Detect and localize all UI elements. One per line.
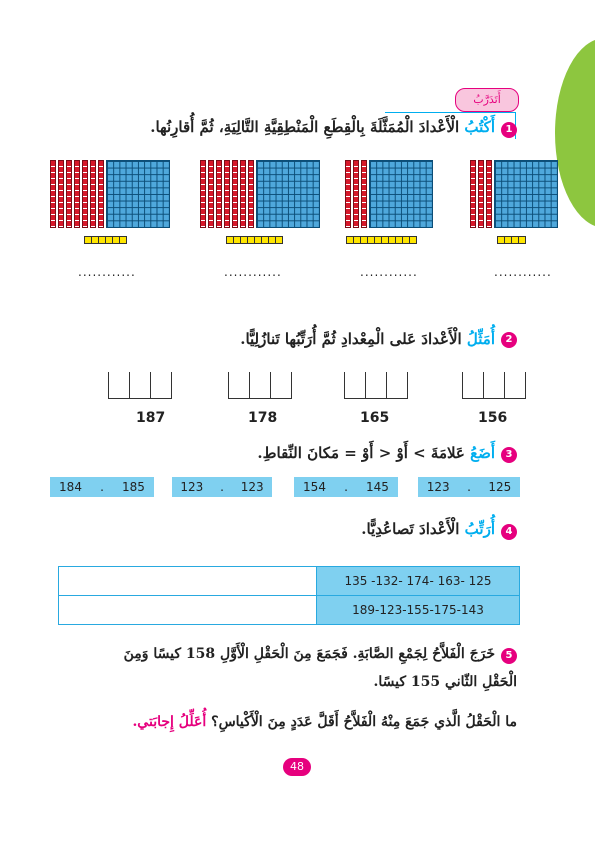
exercise-3-prompt (257, 444, 495, 462)
abacus-number-4: 156 (478, 410, 508, 426)
compare-slot[interactable]: . (220, 480, 224, 494)
compare-pair-4[interactable] (418, 477, 520, 497)
exercise-1-prompt (150, 118, 495, 136)
abacus-2[interactable] (228, 372, 292, 399)
exercise-3-verb: أَضَعُ (470, 444, 495, 462)
exercise-4-badge: 4 (501, 524, 517, 540)
exercise-2-badge: 2 (501, 332, 517, 348)
hundred-flat (369, 160, 433, 228)
compare-a: 154 (303, 480, 326, 494)
compare-pair-3[interactable] (294, 477, 398, 497)
ten-rod (240, 160, 246, 228)
unit-cube (409, 236, 417, 244)
exercise-4-prompt (361, 520, 495, 538)
table-row (59, 567, 520, 596)
exercise-4-text: الْأَعْدادَ تَصاعُدِيًّا. (361, 520, 465, 538)
compare-b: 145 (366, 480, 389, 494)
section-tag: أَتَدَرَّبُ (455, 88, 519, 112)
units-group-2 (226, 236, 282, 244)
unit-cube (518, 236, 526, 244)
ten-rod (200, 160, 206, 228)
answer-blank-4[interactable]: ............ (494, 265, 552, 279)
exercise-2-verb: أُمَثِّلُ (466, 330, 495, 348)
compare-b: 185 (122, 480, 145, 494)
blocks-group-2 (200, 160, 320, 228)
ten-rod (353, 160, 359, 228)
blocks-group-1 (50, 160, 170, 228)
exercise-4-verb: أُرَتِّبُ (464, 520, 495, 538)
abacus-number-1: 187 (136, 410, 166, 426)
hundred-flat (106, 160, 170, 228)
unit-cube (275, 236, 283, 244)
compare-pair-2[interactable] (172, 477, 272, 497)
exercise-5-badge: 5 (501, 648, 517, 664)
ten-rod (470, 160, 476, 228)
compare-a: 184 (59, 480, 82, 494)
ten-rod (82, 160, 88, 228)
ten-rod (345, 160, 351, 228)
compare-a: 123 (180, 480, 204, 494)
compare-a: 123 (426, 480, 450, 494)
answer-blank-1[interactable]: ............ (78, 265, 136, 279)
abacus-4[interactable] (462, 372, 526, 399)
compare-b: 123 (240, 480, 264, 494)
ten-rod (224, 160, 230, 228)
exercise-1-text: الْأَعْدادَ الْمُمَثَّلَةَ بِالْقِطَعِ الْمَنْطِقِيَّةِ التَّالِيَةِ، ثُمَّ أُقارِنُها. (150, 118, 465, 136)
abacus-1[interactable] (108, 372, 172, 399)
ten-rod (50, 160, 56, 228)
ten-rod (232, 160, 238, 228)
compare-slot[interactable]: . (344, 480, 348, 494)
ten-rod (361, 160, 367, 228)
ordering-table (58, 566, 520, 625)
abacus-number-2: 178 (248, 410, 278, 426)
ten-rod (58, 160, 64, 228)
exercise-1-badge: 1 (501, 122, 517, 138)
ten-rod (74, 160, 80, 228)
compare-b: 125 (488, 480, 512, 494)
exercise-5-line-3 (37, 708, 517, 736)
answer-cell[interactable] (59, 567, 317, 596)
compare-pair-1[interactable] (50, 477, 154, 497)
units-group-3 (346, 236, 416, 244)
units-group-4 (497, 236, 525, 244)
answer-blank-3[interactable]: ............ (360, 265, 418, 279)
abacus-3[interactable] (344, 372, 408, 399)
exercise-3-badge: 3 (501, 447, 517, 463)
page-number: 48 (283, 758, 311, 776)
ten-rod (66, 160, 72, 228)
answer-cell[interactable] (59, 596, 317, 625)
unit-cube (119, 236, 127, 244)
exercise-5-line-1: خَرَجَ الْفَلاَّحُ لِجَمْعِ الصَّابَةِ. فَجَمَعَ مِنَ الْحَقْلِ الْأَوَّلِ 158 كيسًا وَمِنَ (123, 646, 495, 662)
hundred-flat (256, 160, 320, 228)
table-row (59, 596, 520, 625)
blocks-group-3 (345, 160, 433, 228)
answer-blank-2[interactable]: ............ (224, 265, 282, 279)
units-group-1 (84, 236, 126, 244)
exercise-5-question: ما الْحَقْلُ الَّذي جَمَعَ مِنْهُ الْفَلاَّحُ أَقَلَّ عَدَدٍ مِنَ الْأَكْياسِ؟ (206, 714, 517, 730)
ten-rod (98, 160, 104, 228)
given-numbers-cell: 189-123-155-175-143 (317, 596, 520, 625)
ten-rod (478, 160, 484, 228)
exercise-5-justify: أُعَلِّلُ إِجابَتي. (132, 714, 207, 730)
hundred-flat (494, 160, 558, 228)
side-tab-decoration (555, 38, 595, 228)
ten-rod (248, 160, 254, 228)
blocks-group-4 (470, 160, 558, 228)
ten-rod (486, 160, 492, 228)
exercise-5-line-2: الْحَقْلِ الثّاني 155 كيسًا. (373, 674, 517, 690)
compare-slot[interactable]: . (467, 480, 471, 494)
abacus-number-3: 165 (360, 410, 390, 426)
compare-slot[interactable]: . (100, 480, 104, 494)
ten-rod (208, 160, 214, 228)
ten-rod (216, 160, 222, 228)
ten-rod (90, 160, 96, 228)
exercise-2-text: الْأَعْدادَ عَلى الْمِعْدادِ ثُمَّ أُرَتِّبُها تَنازُلِيًّا. (240, 330, 467, 348)
exercise-2-prompt (240, 330, 495, 348)
exercise-1-verb: أَكْتُبُ (464, 118, 495, 136)
given-numbers-cell: 135 -132- 174- 163- 125 (317, 567, 520, 596)
exercise-3-text: عَلامَةَ > أَوْ < أَوْ = مَكانَ النِّقاطِ. (257, 444, 471, 462)
